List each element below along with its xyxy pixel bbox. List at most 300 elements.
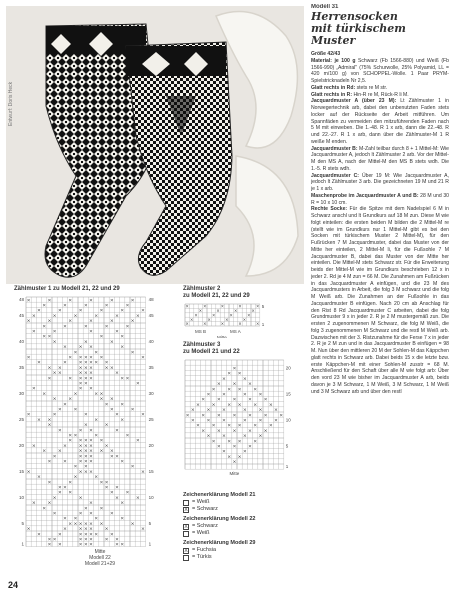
chart1-grid: [14, 295, 174, 550]
chart-tick-label: 20: [18, 442, 24, 448]
legend-swatch: [183, 531, 189, 537]
chart-cell-x: ×: [242, 408, 247, 414]
chart-cell-x: ×: [52, 495, 57, 501]
legend-modell-22: [183, 516, 255, 537]
chart-cell-x: ×: [120, 459, 125, 465]
chart-cell-x: ×: [26, 298, 31, 304]
chart-cell-x: ×: [73, 521, 78, 527]
chart-cell-x: ×: [233, 308, 238, 314]
chart-cell-x: ×: [115, 329, 119, 335]
chart-cell-x: ×: [227, 371, 232, 377]
chart-cell-x: ×: [237, 454, 242, 460]
chart-cell-x: ×: [120, 417, 125, 423]
chart-cell-x: ×: [68, 521, 73, 527]
chart-cell-x: ×: [242, 418, 247, 424]
chart-cell-x: ×: [125, 376, 130, 382]
chart-cell-x: ×: [83, 506, 88, 512]
paragraph-text: M-Zahl teilbar durch 8 + 1 Mittel-M: Wie Jacquardmuster A, jedoch lt Zählmuster 2 arb. Vor der Mittel-M den MS A, nach der Mittel-M den MS B stets wdh. Die 1.-5. R stets wdh.: [311, 145, 449, 172]
sock-illustration: [6, 6, 304, 284]
chart-cell-x: ×: [57, 490, 62, 496]
chart2-title-2: zu Modell 21, 22 und 29: [183, 293, 250, 299]
chart-cell-x: ×: [135, 495, 140, 501]
chart-cell-x: ×: [125, 324, 130, 330]
chart-cell-x: ×: [238, 303, 242, 309]
chart-cell-x: ×: [120, 501, 125, 507]
chart-cell-x: ×: [104, 423, 109, 429]
chart-cell-x: ×: [37, 475, 41, 481]
chart-cell-x: ×: [78, 360, 83, 366]
chart-cell-x: ×: [237, 371, 242, 377]
chart-cell-x: ×: [52, 511, 57, 517]
chart-cell-x: ×: [89, 454, 93, 460]
chart-cell-x: ×: [242, 449, 247, 455]
chart-cell-x: ×: [120, 334, 125, 340]
chart-cell-x: ×: [99, 391, 104, 397]
chart-cell-x: ×: [109, 319, 114, 325]
chart-tick-label: 35: [18, 364, 24, 370]
legend-swatch: X: [184, 506, 188, 513]
chart-cell-x: ×: [83, 339, 88, 345]
chart-cell-x: ×: [63, 485, 67, 491]
chart-cell-x: ×: [89, 355, 93, 361]
chart-cell-x: ×: [109, 454, 114, 460]
chart-cell-x: ×: [78, 454, 83, 460]
chart-cell-x: ×: [47, 501, 52, 507]
chart-cell-x: ×: [120, 345, 125, 351]
chart-tick-label: 15: [18, 468, 24, 474]
chart-cell-x: ×: [115, 371, 119, 377]
instruction-paragraph: [311, 193, 449, 207]
chart-cell-x: ×: [89, 386, 93, 392]
article-title: [311, 11, 449, 47]
chart-cell-x: ×: [196, 423, 200, 429]
chart-cell-x: ×: [237, 439, 242, 445]
chart-cell-x: ×: [203, 321, 207, 327]
chart-cell-x: ×: [109, 449, 114, 455]
chart-cell-x: ×: [194, 312, 198, 318]
chart-cell-x: ×: [232, 382, 237, 388]
chart-cell-x: ×: [83, 371, 88, 377]
chart-cell-x: ×: [63, 402, 67, 408]
chart-cell-x: ×: [263, 413, 268, 419]
chart-cell-x: ×: [198, 308, 203, 314]
chart-cell-x: ×: [185, 303, 189, 309]
chart-cell-x: ×: [232, 428, 237, 434]
chart-tick-label: 10: [285, 417, 291, 423]
page-number: 24: [8, 580, 19, 590]
chart-cell-x: ×: [99, 355, 104, 361]
chart-cell-x: ×: [232, 460, 237, 466]
chart-cell-x: ×: [232, 397, 237, 403]
chart-cell-x: ×: [57, 449, 62, 455]
chart-cell-x: ×: [141, 308, 145, 314]
chart-cell-x: ×: [83, 521, 88, 527]
chart-cell-x: ×: [109, 298, 114, 304]
chart-cell-x: ×: [253, 402, 258, 408]
chart-cell-x: ×: [206, 434, 211, 440]
paragraph-label: Maschenprobe im Jacquardmuster A und B:: [311, 192, 421, 199]
chart-cell-x: ×: [211, 402, 216, 408]
chart2-title-1: Zählmuster 2: [183, 286, 221, 292]
instruction-paragraph: [311, 85, 449, 92]
chart-cell-x: ×: [83, 412, 88, 418]
chart1-bottom-labels: [60, 549, 140, 567]
chart-cell-x: ×: [89, 319, 93, 325]
chart-cell-x: ×: [47, 537, 52, 543]
label-modell-21-29: Modell 21+29: [84, 561, 116, 567]
chart-cell-x: ×: [104, 365, 109, 371]
chart-cell-x: ×: [78, 386, 83, 392]
chart-cell-x: ×: [52, 537, 57, 543]
chart-cell-x: ×: [47, 319, 52, 325]
chart-cell-x: ×: [248, 397, 252, 403]
chart-cell-x: ×: [94, 360, 99, 366]
chart-cell-x: ×: [47, 334, 52, 340]
legend-swatch: X: [184, 547, 188, 554]
chart-tick-label: 1: [21, 541, 24, 547]
chart-cell-x: ×: [120, 308, 125, 314]
chart-cell-x: ×: [222, 392, 226, 398]
chart-tick-label: 1: [148, 541, 152, 547]
chart-cell-x: ×: [258, 408, 263, 414]
chart-cell-x: ×: [31, 501, 36, 507]
chart-cell-x: ×: [83, 381, 88, 387]
paragraph-text: 28 M und 30 R = 10 x 10 cm.: [311, 192, 449, 206]
chart-cell-x: ×: [104, 303, 109, 309]
chart-cell-x: ×: [52, 454, 57, 460]
chart-cell-x: ×: [94, 475, 99, 481]
paragraph-text: Für die Spitze mit dem Nadelspiel 6 M in Schwarz anschl und lt Grundkurs auf 18 M zun. Diese M wie folgt einteilen: die ersten beiden M bilden die 2 Mittel-M re (stellt wie im Grundkurs nur 1 Mittel-M gibt es bei den Socken mit türkischem Muster 2 Mittel-M), für den Fußrücken 7 M Jacquardmuster, dabei das Muster von der Mitte her einteilen, 2 Mittel-M li, für die Fußsohle 7 M Jacquardmuster B, dabei das Muster von der Mitte her einteilen. Die Mittel-M stets Schwarz str. Für die Erweiterung beids der Mittel-M wie im Grundkurs beschrieben 12 x in jeder 2. Rd je 4 M zun = 66 M. Die Zunahmen am Fußrücken in das Jacquardmuster A einfügen, und die 23 M des Jacquardmusters in Arbeit, die folg 3 M schwarz und die folg M Weiß arb. Die Zunahmen an der Fußsohle in das Jacquardmuster B einfügen. Nach 20 cm ab Anschlag für den Rist 8 Rd Jacquardmuster C arbeiten, dabei die folg Grundmuster 9 x in jeder 2. R je 2 M mustergemäß zun. Die ersten 2 zugenommenen M Schwarz, die folg M Weiß, die folg 3 zugenommenen M Schwarz und die restl M Weiß arb. Dazwischen mit der 3. Ristzunahme für die Ferse 7 x in jeder 2. R je 2 M zun und in das Jacquardmuster B einfügen = 98 M. Nun über den mittleren 20 M der Sohlen-M das Käppchen glatt rechts in Schwarz arb. Dabei beids 15 x die letzte bzw. erste Käppchen-M mit einer Sohlen-M zusstr = 68 M. Anschließend für den Schaft über alle M wie folgt arb: Über den vord 23 M wie bisher im Jacquardmuster A arb, beids davon je 3 M Schwarz, 1 M Weiß, 3 M Schwarz, 1 M Weiß und 3 M Schwarz arb und über den restl: [311, 206, 449, 395]
chart-cell-x: ×: [222, 408, 226, 414]
chart-cell-x: ×: [26, 355, 31, 361]
chart-cell-x: ×: [83, 454, 88, 460]
chart-tick-label: 1: [285, 464, 289, 470]
chart-cell-x: ×: [258, 434, 263, 440]
chart-cell-x: ×: [130, 464, 135, 470]
chart-cell-x: ×: [190, 418, 195, 424]
chart-cell-x: ×: [94, 350, 99, 356]
chart-cell-x: ×: [268, 402, 273, 408]
chart-cell-x: ×: [232, 444, 237, 450]
chart-cell-x: ×: [247, 312, 251, 318]
chart-cell-x: ×: [73, 350, 78, 356]
chart-cell-x: ×: [120, 376, 125, 382]
chart-cell-x: ×: [63, 303, 67, 309]
chart-cell-x: ×: [109, 365, 114, 371]
legend-label: = Schwarz: [192, 506, 218, 512]
chart-cell-x: ×: [109, 397, 114, 403]
chart-tick-label: 30: [18, 390, 24, 396]
paragraph-text: stets re M str.: [356, 84, 388, 91]
chart-cell-x: ×: [274, 408, 278, 414]
chart-cell-x: ×: [227, 423, 232, 429]
chart-cell-x: ×: [125, 303, 130, 309]
chart-cell-x: ×: [232, 366, 237, 372]
chart-cell-x: ×: [135, 313, 140, 319]
chart-cell-x: ×: [83, 443, 88, 449]
chart-cell-x: ×: [83, 542, 88, 548]
chart-cell-x: ×: [78, 355, 83, 361]
chart-cell-x: ×: [189, 316, 194, 322]
chart-cell-x: ×: [248, 382, 252, 388]
chart-cell-x: ×: [83, 469, 88, 475]
chart-cell-x: ×: [253, 387, 258, 393]
title-line-2: mit türkischem Muster: [311, 22, 406, 47]
chart-cell-x: ×: [47, 459, 52, 465]
chart-cell-x: ×: [83, 459, 88, 465]
chart2-title: [183, 286, 250, 300]
legend-label: = Schwarz: [192, 523, 218, 529]
instruction-paragraph: [311, 173, 449, 193]
chart-cell-x: ×: [73, 464, 78, 470]
chart-cell-x: ×: [73, 433, 78, 439]
chart-cell-x: ×: [73, 407, 78, 413]
chart-cell-x: ×: [120, 516, 125, 522]
chart-cell-x: ×: [26, 412, 31, 418]
chart-cell-x: ×: [83, 376, 88, 382]
chart-cell-x: ×: [89, 521, 93, 527]
paragraph-label: Jacquardmuster A (über 23 M):: [311, 98, 401, 105]
chart-tick-label: 45: [148, 312, 154, 318]
instruction-paragraph: [311, 58, 449, 85]
chart-cell-x: ×: [104, 485, 109, 491]
paragraph-text: Hin-R re M, Rück-R li M.: [353, 91, 409, 98]
chart-cell-x: ×: [225, 316, 229, 322]
chart-cell-x: ×: [37, 308, 41, 314]
chart-cell-x: ×: [135, 381, 140, 387]
chart3-title-2: zu Modell 21 und 22: [183, 349, 240, 355]
chart-cell-x: ×: [242, 316, 247, 322]
chart-cell-x: ×: [94, 313, 99, 319]
chart-cells: [186, 304, 260, 327]
paragraph-label: Jacquardmuster B:: [311, 145, 360, 152]
chart-cell-x: ×: [104, 324, 109, 330]
chart-tick-label: 10: [18, 494, 24, 500]
chart-cell-x: ×: [47, 417, 52, 423]
chart-cell-x: ×: [248, 413, 252, 419]
mitte-label: Mitte: [217, 335, 227, 338]
chart-cell-x: ×: [274, 418, 278, 424]
chart-cell-x: ×: [57, 532, 62, 538]
chart-cell-x: ×: [63, 527, 67, 533]
chart-cell-x: ×: [222, 418, 226, 424]
chart-tick-label: 5: [148, 520, 152, 526]
chart-cell-x: ×: [115, 495, 119, 501]
chart-cell-x: ×: [63, 324, 67, 330]
chart-cell-x: ×: [104, 527, 109, 533]
photo-credit: Entwurf: Doris Heck: [8, 81, 14, 126]
chart-cell-x: ×: [130, 521, 135, 527]
chart-cell-x: ×: [109, 511, 114, 517]
chart-cell-x: ×: [94, 417, 99, 423]
chart-cell-x: ×: [68, 438, 73, 444]
chart-cell-x: ×: [227, 439, 232, 445]
chart-cell-x: ×: [57, 428, 62, 434]
chart-cell-x: ×: [185, 413, 190, 419]
chart-cell-x: ×: [238, 321, 242, 327]
legend-swatch: [183, 555, 189, 561]
chart-cell-x: ×: [78, 521, 83, 527]
chart-cell-x: ×: [37, 532, 41, 538]
chart-cell-x: ×: [52, 329, 57, 335]
chart-cell-x: ×: [73, 475, 78, 481]
legend-swatch: X: [184, 523, 188, 530]
chart-cell-x: ×: [78, 365, 83, 371]
instruction-paragraph: [311, 206, 449, 395]
chart-cell-x: ×: [268, 423, 273, 429]
chart-cell-x: ×: [57, 485, 62, 491]
legend-title: Zeichenerklärung Modell 21: [183, 492, 256, 498]
chart-cell-x: ×: [89, 501, 93, 507]
chart-cell-x: ×: [279, 413, 284, 419]
chart-cell-x: ×: [68, 319, 73, 325]
chart-cell-x: ×: [83, 355, 88, 361]
chart-cell-x: ×: [68, 490, 73, 496]
chart-cell-x: ×: [42, 334, 47, 340]
chart-cell-x: ×: [57, 542, 62, 548]
chart-cell-x: ×: [89, 371, 93, 377]
chart-cell-x: ×: [73, 516, 78, 522]
chart-tick-label: 1: [261, 322, 265, 327]
chart-cell-x: ×: [185, 321, 189, 327]
chart-cell-x: ×: [89, 537, 93, 543]
chart-cell-x: ×: [94, 391, 99, 397]
chart-cell-x: ×: [47, 376, 52, 382]
chart-cell-x: ×: [115, 454, 119, 460]
chart-cell-x: ×: [125, 433, 130, 439]
chart-cell-x: ×: [47, 423, 52, 429]
chart-cell-x: ×: [83, 464, 88, 470]
chart-cell-x: ×: [253, 439, 258, 445]
legend-modell-29: [183, 540, 255, 561]
chart-tick-label: 48: [148, 297, 154, 303]
chart-cell-x: ×: [207, 316, 211, 322]
chart-cell-x: ×: [99, 449, 104, 455]
chart-cells: [186, 365, 284, 465]
instructions-text: [311, 51, 449, 395]
chart-cell-x: ×: [211, 387, 216, 393]
chart-cell-x: ×: [26, 469, 31, 475]
chart-cell-x: ×: [115, 485, 119, 491]
chart-cell-x: ×: [141, 469, 145, 475]
chart-cell-x: ×: [220, 303, 225, 309]
chart-cell-x: ×: [135, 438, 140, 444]
chart-cell-x: ×: [68, 397, 73, 403]
chart-cell-x: ×: [78, 376, 83, 382]
chart-cell-x: ×: [253, 423, 258, 429]
paragraph-label: Glatt rechts in R:: [311, 91, 354, 98]
chart-cell-x: ×: [190, 408, 195, 414]
paragraph-label: Glatt rechts in Rd:: [311, 84, 357, 91]
paragraph-text: Lt Zählmuster 1 in Norwegertechnik arb, dabei den unbenutzten Faden stets locker auf der Rückseite der Arbeit mitführen. Um Spannfäden zu vermeiden den mitzuführenden Faden nach 5 M mit einweben. Die 1.-48. R 1 x arb, dann die 22.-48. R und 22.-27. R 1 x arb, dann über die Zählmuster-M 1 R weiße M enden.: [311, 98, 449, 145]
chart-tick-label: 10: [148, 494, 154, 500]
chart-cell-x: ×: [57, 371, 62, 377]
chart-cell-x: ×: [216, 413, 221, 419]
chart-cell-x: ×: [83, 360, 88, 366]
chart-cell-x: ×: [130, 298, 135, 304]
chart-cell-x: ×: [31, 443, 36, 449]
chart-tick-label: 20: [148, 442, 154, 448]
chart-cell-x: ×: [258, 392, 263, 398]
paragraph-label: Größe 42/43: [311, 51, 341, 57]
legend-label: = Türkis: [192, 554, 212, 560]
chart-cell-x: ×: [52, 371, 57, 377]
chart-cell-x: ×: [89, 459, 93, 465]
chart-cell-x: ×: [78, 511, 83, 517]
chart-cell-x: ×: [115, 537, 119, 543]
chart-cell-x: ×: [78, 527, 83, 533]
chart-cell-x: ×: [83, 365, 88, 371]
chart-cell-x: ×: [89, 443, 93, 449]
model-number: Modell 31: [311, 4, 339, 10]
chart-cell-x: ×: [68, 355, 73, 361]
chart-tick-label: 25: [18, 416, 24, 422]
chart-cell-x: ×: [68, 480, 73, 486]
chart1-title: Zählmuster 1 zu Modell 21, 22 und 29: [14, 286, 120, 292]
chart-cell-x: ×: [115, 412, 119, 418]
chart-cell-x: ×: [115, 428, 119, 434]
chart-cell-x: ×: [42, 506, 47, 512]
sock-photo: [6, 6, 304, 284]
chart-tick-label: 25: [148, 416, 154, 422]
chart-cell-x: ×: [130, 350, 135, 356]
chart-cell-x: ×: [125, 490, 130, 496]
chart-cell-x: ×: [206, 392, 211, 398]
chart-cell-x: ×: [89, 449, 93, 455]
chart-cell-x: ×: [78, 469, 83, 475]
chart-cell-x: ×: [120, 402, 125, 408]
legend-label: = Weiß: [192, 530, 210, 536]
chart-cell-x: ×: [31, 329, 36, 335]
chart-cell-x: ×: [73, 391, 78, 397]
chart-cell-x: ×: [222, 434, 226, 440]
chart-cell-x: ×: [89, 376, 93, 382]
chart3-title: [183, 342, 240, 356]
chart-cell-x: ×: [216, 428, 221, 434]
chart-cell-x: ×: [115, 313, 119, 319]
chart-cell-x: ×: [211, 439, 216, 445]
chart-cell-x: ×: [89, 527, 93, 533]
legend-title: Zeichenerklärung Modell 29: [183, 540, 256, 546]
chart-cell-x: ×: [258, 418, 263, 424]
label-modell-22: Modell 22: [89, 555, 111, 561]
chart-cell-x: ×: [227, 454, 232, 460]
chart-cell-x: ×: [42, 324, 47, 330]
chart-cell-x: ×: [78, 308, 83, 314]
chart-cell-x: ×: [52, 397, 57, 403]
chart-cell-x: ×: [141, 412, 145, 418]
chart-cell-x: ×: [31, 313, 36, 319]
chart-cell-x: ×: [232, 413, 237, 419]
chart-cell-x: ×: [37, 417, 41, 423]
chart-tick-label: 5: [285, 443, 289, 449]
chart-cell-x: ×: [220, 321, 225, 327]
chart-cell-x: ×: [47, 480, 52, 486]
chart-cell-x: ×: [68, 298, 73, 304]
chart-cell-x: ×: [78, 449, 83, 455]
chart-cell-x: ×: [78, 428, 83, 434]
label-mitte: Mitte: [94, 549, 106, 555]
chart-cell-x: ×: [89, 428, 93, 434]
chart-cell-x: ×: [57, 308, 62, 314]
chart-cell-x: ×: [83, 303, 88, 309]
chart-cell-x: ×: [242, 376, 247, 382]
chart-cell-x: ×: [222, 376, 226, 382]
chart-cell-x: ×: [222, 449, 226, 455]
chart-tick-label: 5: [21, 520, 24, 526]
chart-cell-x: ×: [47, 365, 52, 371]
chart-cell-x: ×: [89, 542, 93, 548]
